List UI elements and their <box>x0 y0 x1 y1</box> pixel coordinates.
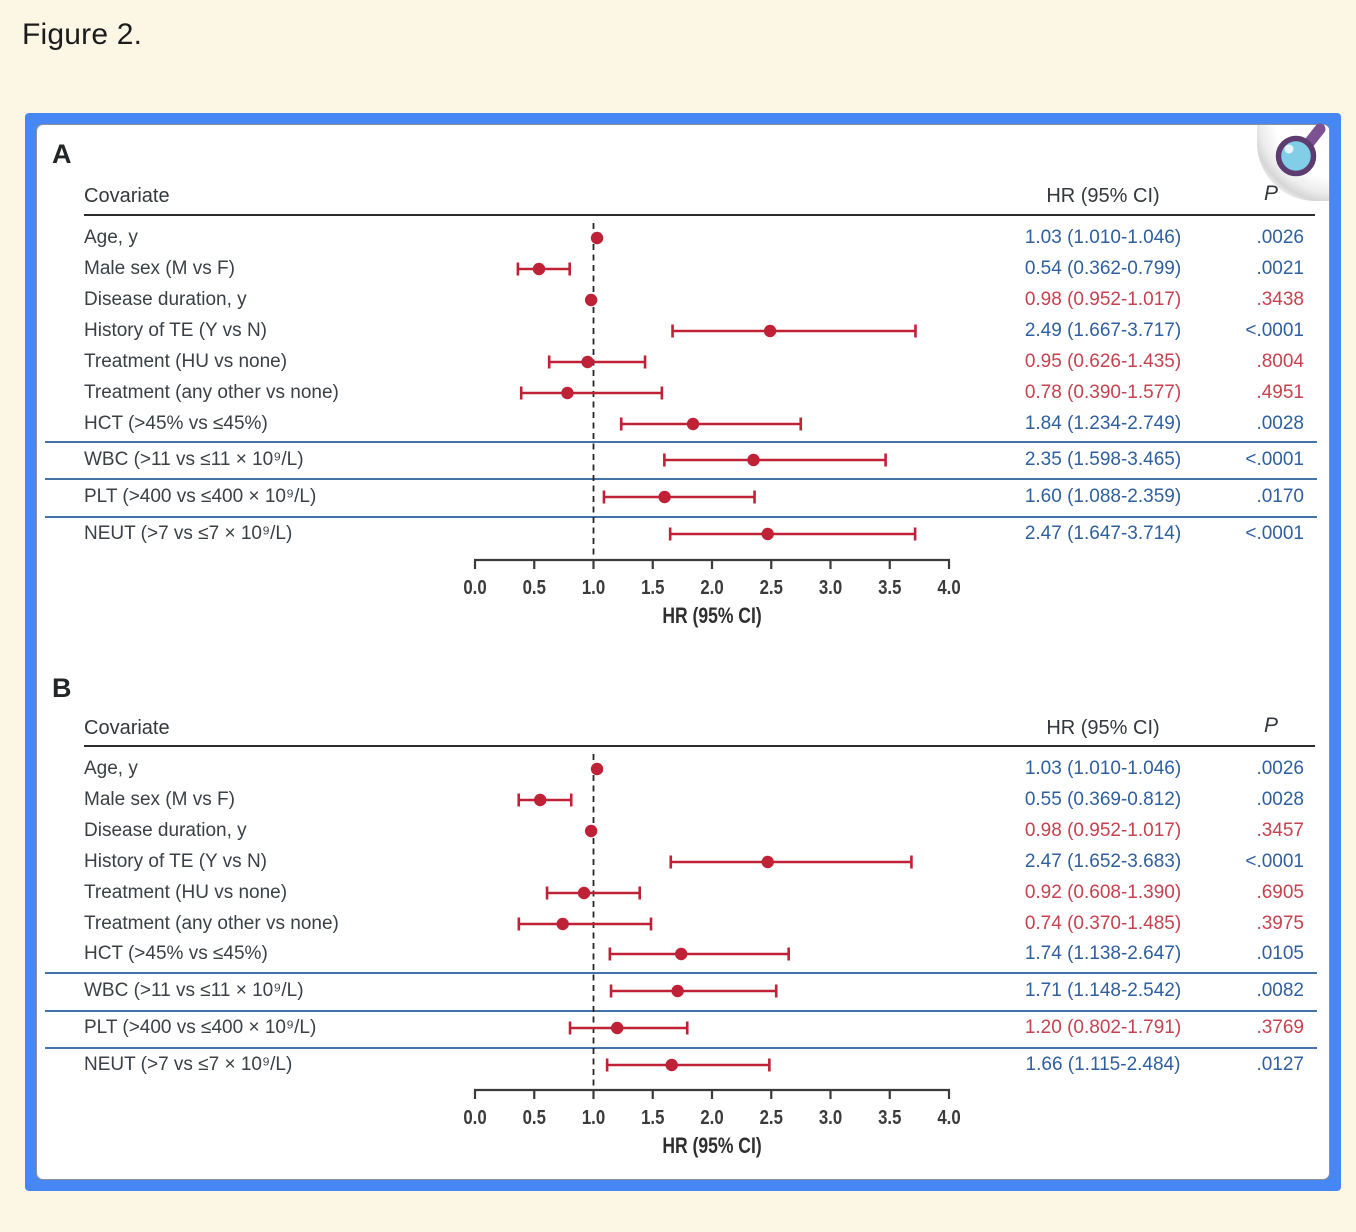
x-tick-label: 0.0 <box>463 575 487 599</box>
covariate-label: Disease duration, y <box>84 289 247 310</box>
p-value: .0026 <box>1256 758 1304 779</box>
figure-paper <box>36 124 1330 1180</box>
covariate-label: Treatment (any other vs none) <box>84 913 339 934</box>
x-tick-label: 2.0 <box>700 575 724 599</box>
hr-value: 1.60 (1.088-2.359) <box>1024 486 1182 507</box>
x-tick-label: 0.5 <box>522 1105 546 1129</box>
covariate-label: Treatment (HU vs none) <box>84 351 288 372</box>
hr-value: 0.98 (0.952-1.017) <box>1024 289 1182 310</box>
x-tick-label: 0.0 <box>463 1105 487 1129</box>
covariate-label: Male sex (M vs F) <box>84 258 235 279</box>
panel-b-plot <box>463 754 960 1159</box>
x-tick-label: 4.0 <box>937 575 961 599</box>
covariate-label: WBC (>11 vs ≤11 × 10⁹/L) <box>84 980 304 1001</box>
ci-marker <box>518 263 570 276</box>
hr-value: 0.55 (0.369-0.812) <box>1024 789 1182 810</box>
section-separator <box>45 516 1317 518</box>
x-tick-label: 3.5 <box>878 1105 902 1129</box>
p-value: .8004 <box>1256 351 1304 372</box>
ci-marker <box>521 387 662 400</box>
hr-value: 1.74 (1.138-2.647) <box>1024 943 1182 964</box>
x-tick-label: 1.0 <box>581 575 606 599</box>
x-axis <box>463 1090 960 1159</box>
ci-marker <box>664 454 885 467</box>
covariate-label: Treatment (any other vs none) <box>84 382 339 403</box>
p-value: .0170 <box>1256 486 1304 507</box>
covariate-label: History of TE (Y vs N) <box>84 851 267 872</box>
hr-value: 1.03 (1.010-1.046) <box>1024 227 1182 248</box>
p-value: .0026 <box>1256 227 1304 248</box>
x-axis <box>463 560 960 629</box>
hr-value: 2.47 (1.647-3.714) <box>1024 523 1182 544</box>
p-value: .0028 <box>1256 789 1304 810</box>
hr-value: 1.66 (1.115-2.484) <box>1025 1054 1181 1075</box>
ci-marker <box>670 528 915 541</box>
covariate-label: Disease duration, y <box>84 820 247 841</box>
header-rule-a <box>84 214 1315 216</box>
p-value: <.0001 <box>1245 320 1304 341</box>
covariate-label: HCT (>45% vs ≤45%) <box>84 413 268 434</box>
p-header-b: P <box>1263 714 1278 737</box>
p-value: .4951 <box>1256 382 1304 403</box>
x-axis-label: HR (95% CI) <box>662 1134 762 1159</box>
covariate-label: Treatment (HU vs none) <box>84 882 288 903</box>
x-axis-label: HR (95% CI) <box>662 604 762 629</box>
ci-marker <box>547 887 640 900</box>
x-tick-label: 0.5 <box>522 575 546 599</box>
hr-value: 0.54 (0.362-0.799) <box>1024 258 1182 279</box>
ci-marker <box>591 763 603 775</box>
covariate-label: History of TE (Y vs N) <box>84 320 267 341</box>
magnifier-badge[interactable] <box>1257 125 1329 201</box>
p-value: .6905 <box>1256 882 1304 903</box>
hr-value: 1.84 (1.234-2.749) <box>1024 413 1182 434</box>
covariate-label: NEUT (>7 vs ≤7 × 10⁹/L) <box>84 523 293 544</box>
hr-value: 0.92 (0.608-1.390) <box>1024 882 1182 903</box>
p-value: .3769 <box>1256 1017 1304 1038</box>
figure-frame <box>25 113 1341 1191</box>
hr-value: 1.71 (1.148-2.542) <box>1024 980 1182 1001</box>
hr-value: 0.78 (0.390-1.577) <box>1024 382 1182 403</box>
section-separator <box>45 1010 1317 1012</box>
x-tick-label: 3.0 <box>818 1105 843 1129</box>
x-tick-label: 3.5 <box>878 575 902 599</box>
covariate-header-b: Covariate <box>84 717 170 739</box>
magnifier-icon <box>1251 118 1331 202</box>
ci-marker <box>585 294 597 306</box>
p-value: <.0001 <box>1245 523 1304 544</box>
x-tick-label: 2.5 <box>759 1105 783 1129</box>
section-separator <box>45 1047 1317 1049</box>
ci-marker <box>549 356 645 369</box>
hr-header-b: HR (95% CI) <box>1046 717 1160 739</box>
covariate-label: WBC (>11 vs ≤11 × 10⁹/L) <box>84 449 304 470</box>
figure-title: Figure 2. <box>22 18 143 51</box>
panel-b-label: B <box>52 673 72 703</box>
ci-marker <box>604 491 755 504</box>
ci-marker <box>570 1022 687 1035</box>
panel-a-plot <box>463 223 960 629</box>
ci-marker <box>585 825 597 837</box>
hr-value: 1.20 (0.802-1.791) <box>1024 1017 1182 1038</box>
covariate-label: NEUT (>7 vs ≤7 × 10⁹/L) <box>84 1054 293 1075</box>
panel-a-label: A <box>52 139 72 169</box>
x-tick-label: 1.5 <box>641 1105 665 1129</box>
section-separator <box>45 478 1317 480</box>
x-tick-label: 3.0 <box>818 575 843 599</box>
covariate-label: HCT (>45% vs ≤45%) <box>84 943 268 964</box>
x-tick-label: 2.5 <box>759 575 783 599</box>
covariate-label: PLT (>400 vs ≤400 × 10⁹/L) <box>84 486 317 507</box>
hr-value: 0.95 (0.626-1.435) <box>1024 351 1182 372</box>
p-value: .0127 <box>1256 1054 1304 1075</box>
ci-marker <box>607 1059 769 1072</box>
ci-marker <box>519 918 651 931</box>
ci-marker <box>673 325 916 338</box>
hr-value: 2.35 (1.598-3.465) <box>1024 449 1182 470</box>
x-tick-label: 2.0 <box>700 1105 724 1129</box>
hr-value: 1.03 (1.010-1.046) <box>1024 758 1182 779</box>
p-value: .3438 <box>1256 289 1304 310</box>
hr-header-a: HR (95% CI) <box>1046 185 1160 207</box>
section-separator <box>45 972 1317 974</box>
covariate-label: Male sex (M vs F) <box>84 789 235 810</box>
hr-value: 2.49 (1.667-3.717) <box>1024 320 1182 341</box>
hr-value: 0.98 (0.952-1.017) <box>1024 820 1182 841</box>
hr-value: 2.47 (1.652-3.683) <box>1024 851 1182 872</box>
p-value: .3975 <box>1256 913 1304 934</box>
p-value: .3457 <box>1256 820 1304 841</box>
x-tick-label: 1.0 <box>581 1105 606 1129</box>
x-tick-label: 1.5 <box>641 575 665 599</box>
covariate-header-a: Covariate <box>84 185 170 207</box>
ci-marker <box>671 856 912 869</box>
p-value: .0082 <box>1256 980 1304 1001</box>
ci-marker <box>611 985 776 998</box>
p-header-a: P <box>1263 182 1278 205</box>
ci-marker <box>621 418 801 431</box>
covariate-label: Age, y <box>84 227 138 248</box>
x-tick-label: 4.0 <box>937 1105 961 1129</box>
ci-marker <box>591 232 603 244</box>
covariate-label: PLT (>400 vs ≤400 × 10⁹/L) <box>84 1017 317 1038</box>
p-value: <.0001 <box>1245 449 1304 470</box>
p-value: <.0001 <box>1245 851 1304 872</box>
p-value: .0028 <box>1256 413 1304 434</box>
section-separator <box>45 441 1317 443</box>
covariate-label: Age, y <box>84 758 138 779</box>
hr-value: 0.74 (0.370-1.485) <box>1024 913 1182 934</box>
ci-marker <box>519 794 571 807</box>
ci-marker <box>610 948 789 961</box>
p-value: .0105 <box>1256 943 1304 964</box>
header-rule-b <box>84 745 1315 747</box>
p-value: .0021 <box>1256 258 1304 279</box>
